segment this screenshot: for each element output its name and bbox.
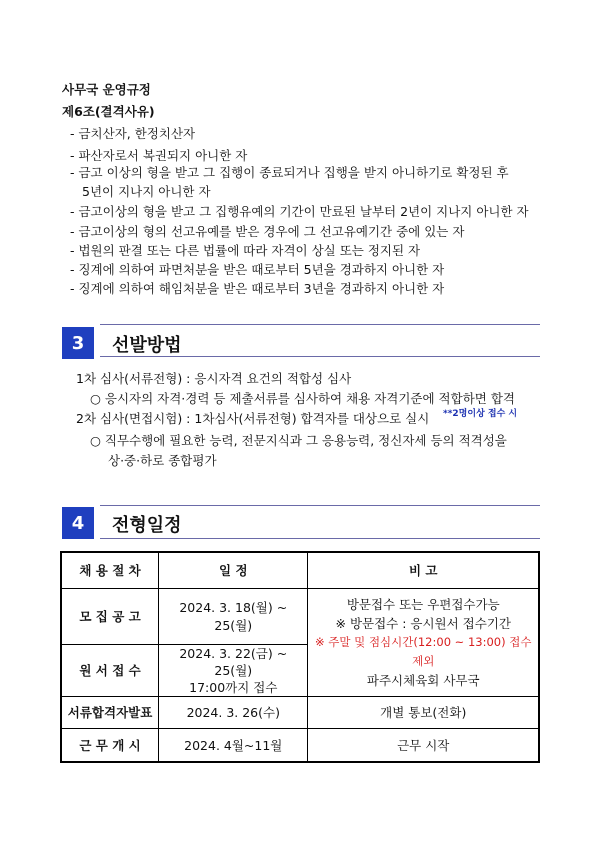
row-date-recruit: 2024. 3. 18(월) ~ 25(월) bbox=[159, 588, 308, 644]
row-step-recruit: 모 집 공 고 bbox=[61, 588, 159, 644]
merged-note-line-1: 방문접수 또는 우편접수가능 bbox=[346, 596, 500, 612]
header-note: 비 고 bbox=[308, 552, 539, 588]
section3-bottom-rule bbox=[100, 356, 540, 357]
table-header-row bbox=[61, 552, 539, 588]
row-note-start: 근무 시작 bbox=[308, 728, 539, 762]
rules-article: 제6조(결격사유) bbox=[62, 104, 155, 119]
rules-item-4: - 금고이상의 형을 받고 그 집행유예의 기간이 만료된 날부터 2년이 지나지 아니한 자 bbox=[70, 204, 529, 219]
section4-bottom-rule bbox=[100, 538, 540, 539]
rules-item-3: - 금고 이상의 형을 받고 그 집행이 종료되거나 집행을 받지 아니하기로 확정된 후 bbox=[70, 165, 509, 180]
row-date-application-line-2: 17:00까지 접수 bbox=[189, 679, 278, 695]
table-row bbox=[61, 728, 539, 762]
section4-number-badge: 4 bbox=[62, 507, 94, 539]
rules-item-1: - 금치산자, 한정치산자 bbox=[70, 126, 196, 141]
header-date: 일 정 bbox=[159, 552, 308, 588]
table-row bbox=[61, 696, 539, 728]
row-note-announce: 개별 통보(전화) bbox=[308, 696, 539, 728]
section3-top-rule bbox=[100, 324, 540, 325]
rules-item-5: - 금고이상의 형의 선고유예를 받은 경우에 그 선고유예기간 중에 있는 자 bbox=[70, 224, 465, 239]
row-date-application-line-1: 2024. 3. 22(금) ~ 25(월) bbox=[179, 645, 288, 678]
row-step-announce: 서류합격자발표 bbox=[61, 696, 159, 728]
section3-title: 선발방법 bbox=[112, 335, 182, 356]
rules-item-3-cont: 5년이 지나지 아니한 자 bbox=[82, 184, 211, 199]
merged-note-line-3: ※ 주말 및 점심시간(12:00 ~ 13:00) 접수 제외 bbox=[315, 634, 532, 668]
section3-line-2: ○ 응시자의 자격·경력 등 제출서류를 심사하여 채용 자격기준에 적합하면 합격 bbox=[90, 391, 515, 406]
rules-item-2: - 파산자로서 복권되지 아니한 자 bbox=[70, 148, 248, 163]
table-row bbox=[61, 588, 539, 644]
section4-title: 전형일정 bbox=[112, 515, 182, 536]
header-step: 채 용 절 차 bbox=[61, 552, 159, 588]
merged-note-cell bbox=[308, 588, 539, 696]
rules-item-8: - 징계에 의하여 해임처분을 받은 때로부터 3년을 경과하지 아니한 자 bbox=[70, 281, 445, 296]
section4-top-rule bbox=[100, 505, 540, 506]
section3-line-4: ○ 직무수행에 필요한 능력, 전문지식과 그 응용능력, 정신자세 등의 적격성을 bbox=[90, 433, 507, 448]
rules-heading: 사무국 운영규정 bbox=[62, 82, 151, 97]
row-date-application bbox=[159, 644, 308, 696]
row-step-start: 근 무 개 시 bbox=[61, 728, 159, 762]
row-date-announce: 2024. 3. 26(수) bbox=[159, 696, 308, 728]
merged-note-line-2: ※ 방문접수 : 응시원서 접수기간 bbox=[335, 615, 511, 631]
row-step-application: 원 서 접 수 bbox=[61, 644, 159, 696]
section3-line-3: 2차 심사(면접시험) : 1차심사(서류전형) 합격자를 대상으로 실시 bbox=[76, 411, 430, 426]
rules-item-6: - 법원의 판결 또는 다른 법률에 따라 자격이 상실 또는 정지된 자 bbox=[70, 243, 421, 258]
section3-line-1: 1차 심사(서류전형) : 응시자격 요건의 적합성 심사 bbox=[76, 371, 352, 386]
section3-footnote: **2명이상 접수 시 bbox=[443, 409, 518, 419]
section3-line-5: 상·중·하로 종합평가 bbox=[108, 453, 217, 468]
merged-note-line-4: 파주시체육회 사무국 bbox=[366, 672, 480, 688]
section3-number-badge: 3 bbox=[62, 327, 94, 359]
schedule-table bbox=[60, 551, 540, 763]
row-date-start: 2024. 4월~11월 bbox=[159, 728, 308, 762]
rules-item-7: - 징계에 의하여 파면처분을 받은 때로부터 5년을 경과하지 아니한 자 bbox=[70, 262, 445, 277]
